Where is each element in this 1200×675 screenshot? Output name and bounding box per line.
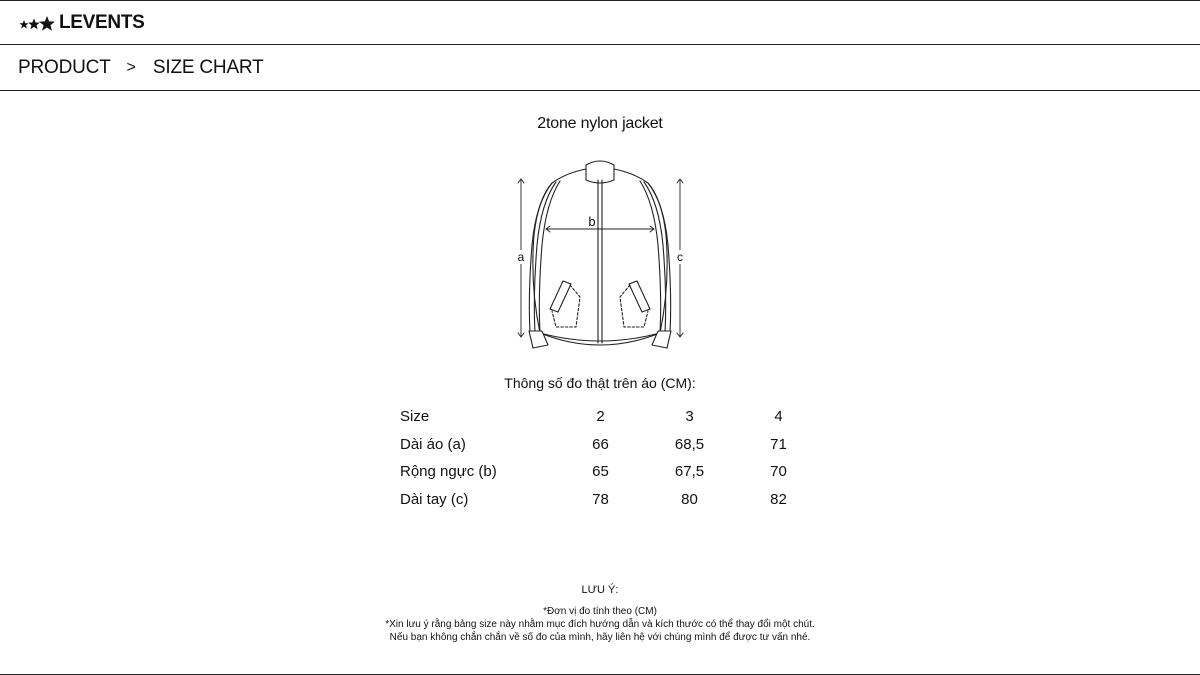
table-cell: 65: [592, 463, 609, 481]
table-cell: 82: [770, 490, 787, 508]
note-line: Nếu bạn không chắn chắn về số đo của mình, hãy liên hệ với chúng mình để được tư vấn nhé.: [389, 632, 811, 643]
table-cell: 80: [681, 490, 698, 508]
breadcrumb: [0, 45, 1200, 91]
row-label: Dài áo (a): [400, 435, 466, 453]
table-cell: 67,5: [674, 463, 705, 481]
brand-logo[interactable]: [19, 13, 145, 33]
three-stars-icon: [19, 13, 59, 33]
table-row: [400, 486, 823, 514]
brand-name: LEVENTS: [59, 12, 145, 33]
note-line: *Đơn vị đo tính theo (CM): [543, 606, 657, 617]
row-label: Dài tay (c): [400, 490, 469, 508]
table-row: [400, 431, 823, 459]
site-header: [0, 0, 1200, 45]
breadcrumb-separator: >: [126, 58, 136, 76]
table-header-row: [400, 403, 823, 431]
label-a: a: [517, 250, 525, 264]
breadcrumb-product[interactable]: PRODUCT: [18, 56, 111, 78]
size-header: 3: [685, 408, 694, 426]
label-b: b: [588, 214, 596, 229]
label-c: c: [677, 250, 683, 264]
notes-section: [0, 584, 1200, 644]
table-cell: 66: [592, 435, 609, 453]
table-cell: 71: [770, 435, 787, 453]
notes-title: LƯU Ý:: [581, 584, 619, 596]
table-row: [400, 458, 823, 486]
table-cell: 68,5: [674, 435, 705, 453]
size-chart-table: [400, 403, 823, 513]
table-cell: 70: [770, 463, 787, 481]
jacket-measurement-diagram: [500, 155, 700, 350]
breadcrumb-size-chart: SIZE CHART: [152, 56, 264, 78]
table-caption: Thông số đo thật trên áo (CM):: [504, 375, 696, 391]
table-cell: 78: [592, 490, 609, 508]
size-header: 4: [774, 408, 783, 426]
size-header: 2: [596, 408, 605, 426]
product-title: 2tone nylon jacket: [537, 115, 663, 132]
note-line: *Xin lưu ý rằng bảng size này nhằm mục đích hướng dẫn và kích thước có thể thay đổi một chút.: [385, 619, 815, 630]
row-label: Rộng ngực (b): [400, 463, 497, 481]
header-label: Size: [400, 408, 430, 426]
